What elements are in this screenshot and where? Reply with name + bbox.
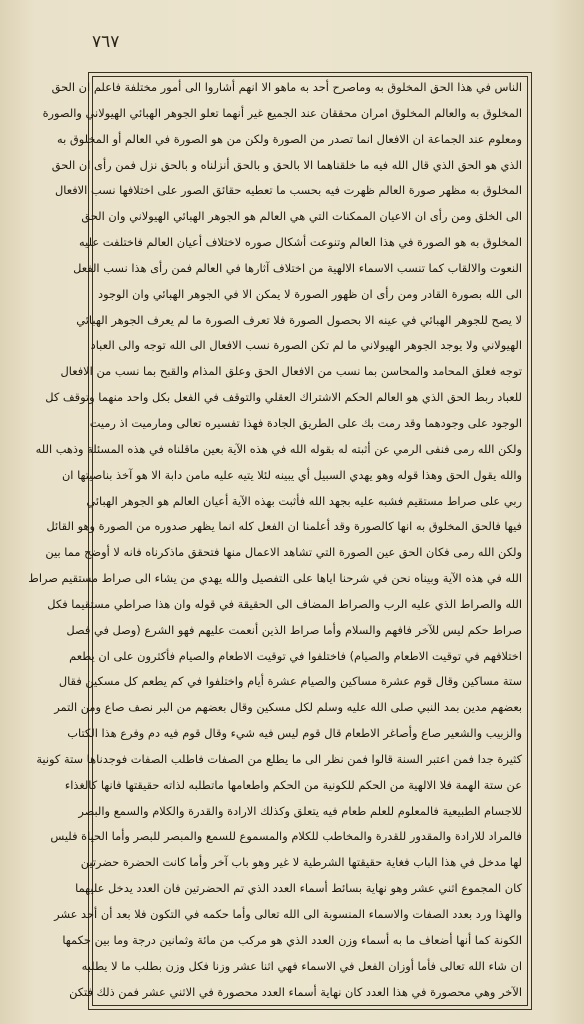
text-line: الله والصراط الذي عليه الرب والصراط المضاف الى الحقيقة في قوله وان هذا صراطي مستقيما فكل: [47, 596, 522, 611]
text-line: ان شاء الله تعالى فأما أوزان الفعل في الاسماء فهي اثنا عشر وزنا فكل وزن بطلب ما لا يطلبه: [81, 958, 522, 973]
text-line: الوجود على وجودهما وقد رمت بك على الطريق الجادة فهذا تفسيره تعالى ومارميت اذ رميت: [89, 415, 522, 430]
text-line: الله في هذه الآية وبيناه نحن في شرحنا اياها على التفصيل والله يهدي من يشاء الى صراط مستقيم صراط: [28, 571, 522, 586]
text-line: الى الخلق ومن رأى ان الاعيان الممكنات التي هي العالم هو الجوهر الهبائي الهيولاني وان الحق: [81, 209, 522, 224]
text-line: المخلوق به والعالم المخلوق امران محققان عند الجميع غير أنهما تعلو الجوهر الهبائي الهيولاني والصورة: [42, 105, 522, 120]
text-line: كثيرة جدا فمن اعتبر السنة قالوا فمن نظر الى ما يطلع من الصفات فاطلب الصفات فوجدناها ستة كونية: [36, 751, 522, 766]
text-line: المخلوق به هو الصورة في هذا العالم وتنوعت أشكال صوره لاختلاف أعيان العالم فاختلفت عليه: [79, 235, 522, 250]
text-line: الذي هو الحق الذي قال الله فيه ما خلقناهما الا بالحق و بالحق أنزلناه و بالحق نزل فمن رأى ان الحق: [51, 157, 522, 172]
text-line: فيها فالحق المخلوق به انها كالصورة وقد أعلمنا ان الفعل كله انما يظهر صدوره من الصورة وهو القائل: [46, 519, 522, 534]
text-line: ربي على صراط مستقيم فشبه عليه بجهد الله فأثبت بهذه الآية أعيان العالم هو الجوهر الهبائي: [86, 493, 522, 508]
text-line: للعباد ربط الحق الذي هو العالم الحكم الاشتراك العقلي والتوقف في الفعل بكل واحد منهما وتوقف كل: [45, 390, 522, 405]
text-line: كان المجموع اثني عشر وهو نهاية بسائط أسماء العدد الذي تم الحضرتين فان العدد يدخل عليهما: [75, 881, 522, 896]
text-line: الى الله بصورة القادر ومن رأى ان ظهور الصورة لا يمكن الا في الجوهر الهبائي وان الوجود: [98, 286, 522, 301]
text-line: النعوت والالقاب كما تنسب الاسماء الالهية من اختلاف آثارها في العالم فمن رأى هذا نسب الفعل: [73, 260, 522, 275]
arabic-text-block: [28, 78, 522, 1002]
text-line: المخلوق به مظهر صورة العالم ظهرت فيه بحسب ما تعطيه حقائق الصور على اختلافها نسب الافعال: [55, 183, 522, 198]
text-line: بعضهم مدين بمد النبي صلى الله عليه وسلم لكل مسكين وقال بعضهم من البر نصف صاع ومن التمر: [54, 700, 522, 715]
text-line: لها مدخل في هذا الباب فغاية حقيقتها الشرطية لا غير وهو باب آخر وأما كانت الحضرة حضرتين: [80, 855, 522, 870]
text-line: الناس في هذا الحق المخلوق به وماصرح أحد به ماهو الا انهم أشاروا الى أمور مختلفة فاعلم ان الحق: [51, 80, 522, 94]
page-number: ٧٦٧: [92, 32, 120, 52]
text-line: الآخر وهي محصورة في هذا العدد كان نهاية أسماء العدد محصورة في الاثني عشر فمن ذلك فتكن: [69, 984, 522, 999]
text-line: ستة مساكين وقال قوم عشرة مساكين والصيام عشرة أيام واختلفوا في كم يطعم كل مسكين فقال: [58, 674, 522, 689]
text-line: والهذا ورد بعدد الصفات والاسماء المنسوبة الى الله تعالى وأما حكمه في التكون فلا بعد أن أحد عشر: [54, 907, 522, 921]
text-line: ولكن الله رمى فكان الحق عين الصورة التي تشاهد الاعمال منها فتحقق ماذكرناه فانه لا أوضح مما بين: [45, 545, 522, 560]
text-line: والزبيب والشعير صاع وأصاغر الاطعام قال قوم ليس فيه شيء وقال قوم فيه دم وفرع هذا الكتاب: [67, 726, 522, 741]
text-line: صراط حكم ليس للآخر فافهم والسلام وأما صراط الذين أنعمت عليهم فهو الشرع (وصل في فصل: [66, 622, 522, 637]
text-line: لا يصح للجوهر الهبائي في عينه الا بحصول الصورة فلا تعرف الصورة ما لم يعرف الجوهر الهبائي: [76, 312, 522, 327]
text-line: والله يقول الحق وهذا قوله وهو يهدي السبيل أي يبينه لئلا يتيه عليه مامن دابة الا هو آخذ بناصيتها ان: [61, 467, 522, 482]
text-line: للاجسام الطبيعية فالمعلوم للعلم طعام فيه يتعلق وكذلك الارادة والقدرة والكلام والسمع والبصر: [78, 803, 522, 818]
text-line: اختلافهم في توقيت الاطعام والصيام) فاختلفوا في توقيت الاطعام والصيام فأكثرون على ان يطعم: [69, 648, 522, 663]
text-line: الهيولاني ولا يوجد الجوهر الهيولاني ما لم تكن الصورة نسب الافعال الى الله توجه والى العباد: [90, 338, 522, 353]
text-line: الكونة كما أنها أضعاف ما به أسماء وزن العدد الذي هو مركب من مائة وثمانين درجة وما بين حكمها: [62, 932, 522, 947]
text-line: فالمراد للارادة والمقدور للقدرة والمخاطب للكلام والمسموع للسمع والمبصر للبصر وأما الحياة فليس: [50, 829, 522, 844]
text-line: عن ستة الهمة فلا الالهية من الحكم للكونية من الحكم واطعامها ماتطلبه لذاته حقيقتها فانها كالغذاء: [64, 777, 522, 792]
text-line: ولكن الله رمى فنفى الرمي عن أثبته له بقوله الله في هذه الآية بعين ماقلناه في هذه المسئلة وذهب الله: [35, 441, 522, 456]
text-line: توجه فعلق المحامد والمحاسن بما نسب من الافعال الحق وعلق المذام والقبح بما نسب من الافعال: [60, 364, 522, 379]
text-line: ومعلوم عند الجماعة ان الافعال انما تصدر من الصورة ولكن من هو الصورة في العالم أو المخلوق به: [56, 131, 522, 146]
